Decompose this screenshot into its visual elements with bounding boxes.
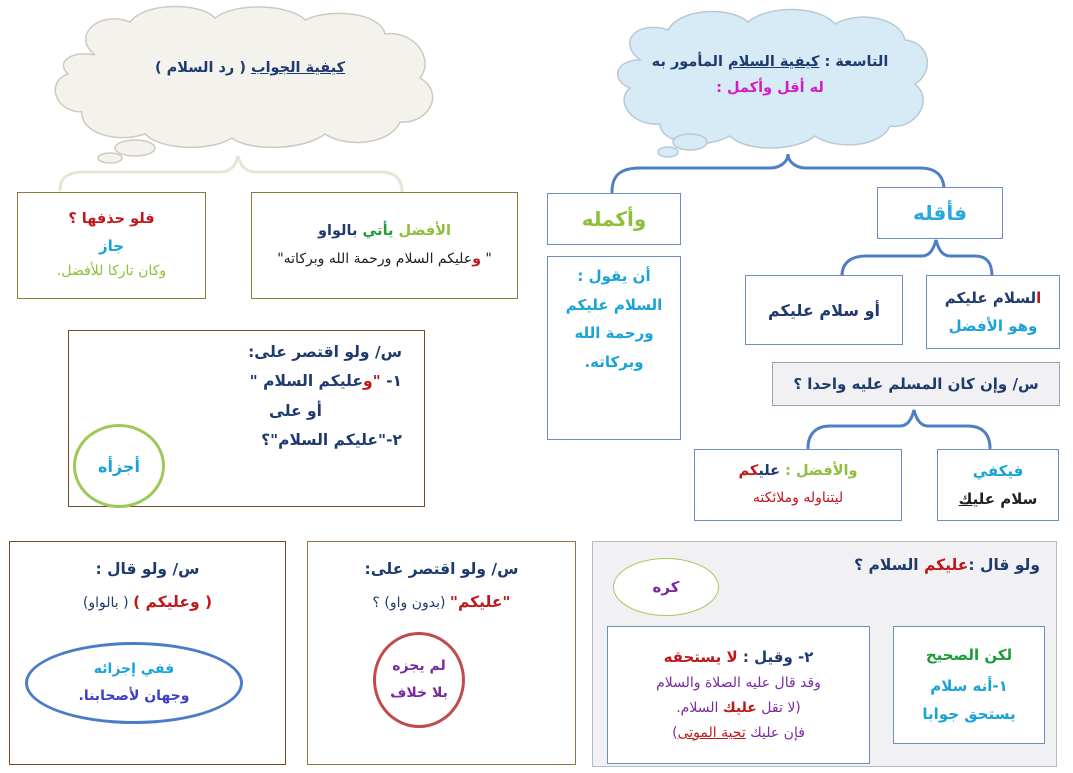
la-yastahiq-pre: ٢- وقيل : [737,648,814,667]
walaw-qal-prefix: ولو قال : [968,556,1040,574]
hadhf-line2: جاز [98,236,125,255]
afdal-waw-dgreen: يأتي [362,223,394,240]
salam-afdal: وهو الأفضل [948,317,1038,335]
iqtisar-line1: س/ ولو اقتصر على: [248,343,402,361]
afdal-alaykum-box [694,449,902,521]
sahih-box [893,626,1045,744]
iqtisar-line3: أو على [269,401,322,420]
connector-question-to-answers [808,410,990,448]
afdal-waw-box [251,192,518,299]
sahih-line2: ١-أنه سلام [930,676,1008,695]
la-yastahiq-line4-pre: فإن عليك [745,724,805,741]
iqtisar-alaykum-rest: (بدون واو) ؟ [372,595,450,612]
walaw-qal-rest: السلام ؟ [854,556,924,574]
hadhf-line3: وكان تاركا للأفضل. [56,263,167,280]
cloud-right-subtitle: له أقل وأكمل : [716,79,824,96]
cloud-left-underlined: كيفية الجواب [251,60,346,76]
afdal-alaykum-line2: ليتناوله وملائكته [752,490,844,507]
hadhf-line1: فلو حذفها ؟ [68,210,155,227]
connector-aqal-to-two-options [842,240,992,276]
iqtisar-line4: ٢-"عليكم السلام"؟ [261,430,402,449]
kuriha-oval [613,558,719,616]
afdal-waw-red: و [472,250,481,267]
fayakfi-line2-under: ك [958,490,973,508]
iqtisar-line2-num: ١- [380,372,402,391]
iqtisar-line2-red: و [362,372,373,391]
akmaluh-line3: ورحمة الله [574,324,654,342]
aqalluh-label: فأقله [913,201,967,225]
afdal-waw-green: الأفضل [393,223,452,240]
aw-salam-box [745,275,903,345]
kuriha-text: كره [652,578,680,596]
akmaluh-detail-box [547,256,681,440]
aw-salam-text: أو سلام عليكم [767,300,881,320]
fafi-ijzaih-line1: ففي إجزائه [93,661,175,677]
fayakfi-line2-pre: سلام علي [972,490,1038,508]
afdal-waw-rest: عليكم السلام ورحمة الله وبركاته" [277,250,473,267]
cloud-right-underlined: كيفية السلام [728,54,820,70]
la-yastahiq-line2: وقد قال عليه الصلاة والسلام [656,674,821,691]
la-yastahiq-box [607,626,870,764]
lam-yujzih-oval [373,632,465,728]
fayakfi-line1: فيكفي [972,461,1024,480]
la-yastahiq-line3-pre: (لا تقل [756,699,801,716]
iqtisar-line2-rest: عليكم السلام " [249,372,363,391]
afdal-alaykum-blue: علي [758,462,781,479]
salam-alaykum-box [926,275,1060,349]
afdal-alaykum-green: والأفضل : [780,462,858,479]
lam-yujzih-line1: لم يجزه [392,658,446,674]
walaw-waalaykum-red: ( وعليكم ) [133,593,213,612]
salam-first-letter: ا [1036,288,1042,307]
afdal-alaykum-red: كم [738,462,759,479]
lam-yujzih-line2: بلا خلاف [390,685,448,701]
hadhf-box [17,192,206,299]
la-yastahiq-line4-end: ) [672,724,678,741]
sahih-line1: لكن الصحيح [925,646,1013,665]
akmaluh-line1: أن يقول : [577,267,651,285]
iqtisar-alaykum-red: "عليكم" [449,593,511,612]
la-yastahiq-line4-under: تحية الموتى [677,724,746,741]
la-yastahiq-line3-red: عليك [722,699,757,716]
akmaluh-line2: السلام عليكم [565,295,663,314]
afdal-waw-q1: " [480,250,492,267]
iqtisar-alaykum-line1: س/ ولو اقتصر على: [364,560,519,578]
aqalluh-box [877,187,1003,239]
sahih-line3: يستحق جوابا [922,705,1016,724]
cloud-left-rest: ( رد السلام ) [154,60,251,76]
question-one-muslim-text: س/ وإن كان المسلم عليه واحدا ؟ [793,375,1039,393]
walaw-waalaykum-rest: ( بالواو) [82,595,134,612]
walaw-qal-red: عليكم [923,556,969,574]
iqtisar-line2-q: " [372,372,381,391]
cloud-right-suffix: المأمور به [651,54,723,70]
salam-rest: لسلام عليكم [944,288,1037,307]
akmaluh-box [547,193,681,245]
ajza-text: أجزأه [98,456,140,476]
la-yastahiq-line3-rest: السلام. [676,699,723,716]
cloud-left-text [110,58,390,80]
la-yastahiq-red: لا يستحقه [663,648,738,667]
fayakfi-box [937,449,1059,521]
walaw-waalaykum-line1: س/ ولو قال : [95,560,200,578]
question-one-muslim-box [772,362,1060,406]
akmaluh-line4: وبركاته. [584,352,644,371]
walaw-qal-alaykum-title [720,556,1040,574]
ajza-oval [73,424,165,508]
cloud-right-prefix: التاسعة : [824,54,889,70]
akmaluh-label: وأكمله [581,207,647,231]
thought-cloud-left [55,6,432,163]
cloud-right-text [620,52,920,100]
afdal-waw-blue: بالواو [317,223,363,240]
fafi-ijzaih-oval [25,642,243,724]
fafi-ijzaih-line2: وجهان لأصحابنا. [78,688,190,704]
